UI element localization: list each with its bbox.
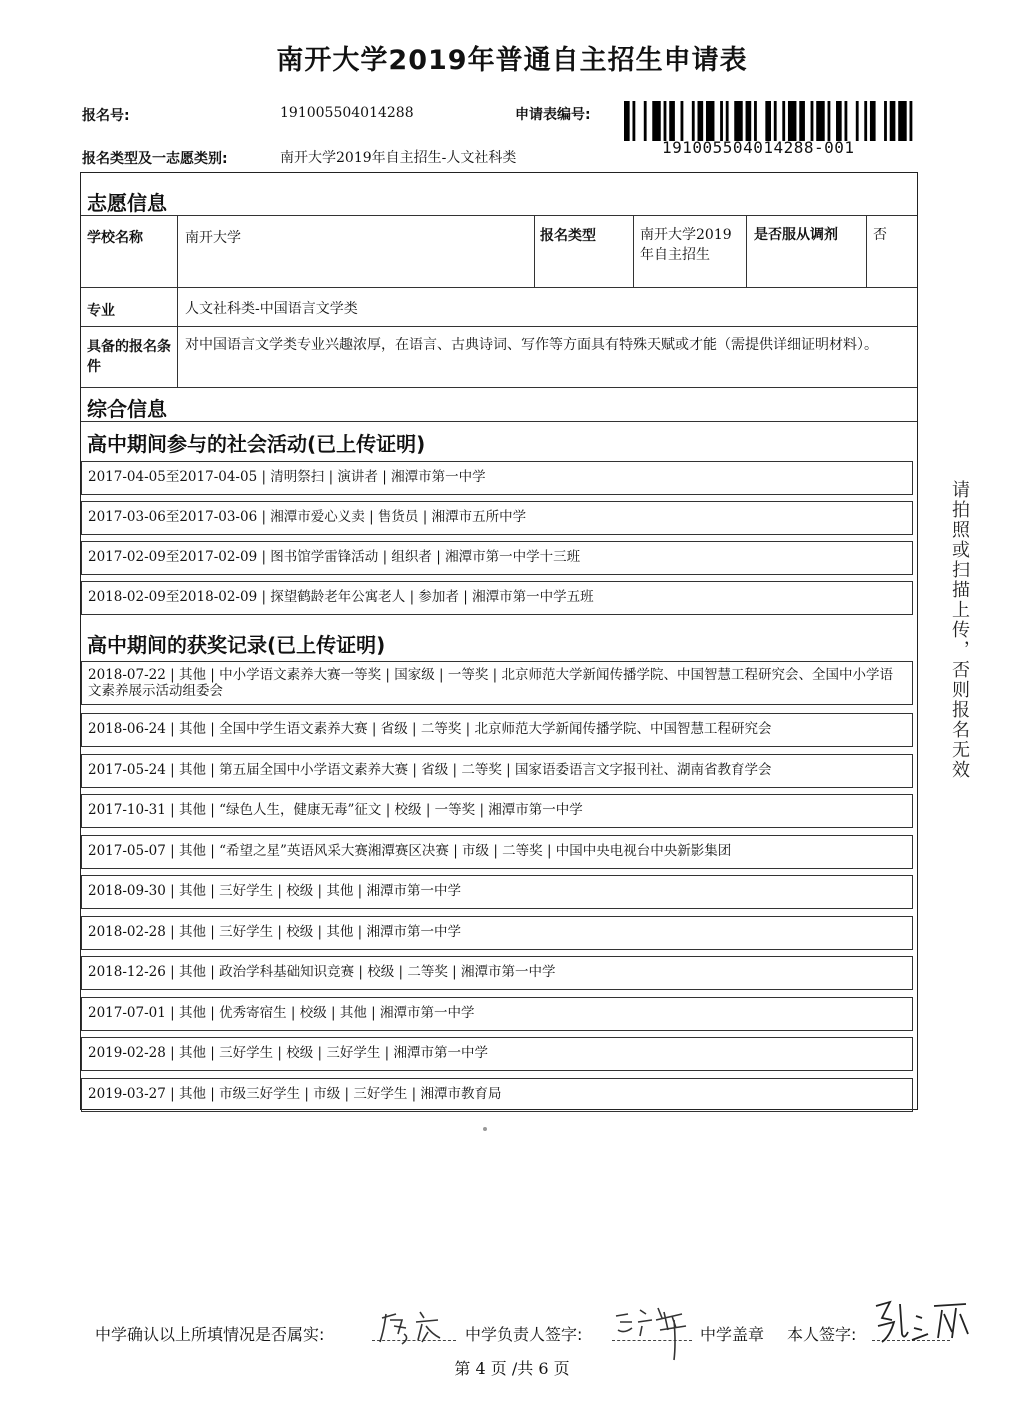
major-label: 专业: [87, 303, 115, 319]
stamp-label: 中学盖章: [700, 1325, 765, 1344]
page-number: 第 4 页 /共 6 页: [454, 1359, 570, 1378]
conditions-value: 对中国语言文学类专业兴趣浓厚，在语言、古典诗词、写作等方面具有特殊天赋或才能（需提供详细证明材料）。: [185, 337, 878, 353]
type-value: 南开大学2019年自主招生: [640, 227, 732, 263]
award-row: 2018-06-24 | 其他 | 全国中学生语文素养大赛 | 省级 | 二等奖 | 北京师范大学新闻传播学院、中国智慧工程研究会: [81, 713, 913, 747]
reg-no-value: 191005504014288: [280, 105, 414, 121]
applicant-signature: [872, 1298, 972, 1346]
adjust-value: 否: [873, 227, 887, 243]
form-no-value: 191005504014288-001: [662, 138, 855, 157]
major-value: 人文社科类-中国语言文学类: [185, 301, 358, 317]
reg-no-label: 报名号:: [82, 108, 130, 124]
activity-row: 2017-03-06至2017-03-06 | 湘潭市爱心义卖 | 售货员 | 湘潭市五所中学: [81, 501, 913, 535]
award-row: 2018-12-26 | 其他 | 政治学科基础知识竞赛 | 校级 | 二等奖 | 湘潭市第一中学: [81, 956, 913, 990]
award-row: 2018-09-30 | 其他 | 三好学生 | 校级 | 其他 | 湘潭市第一中学: [81, 875, 913, 909]
award-row: 2017-05-24 | 其他 | 第五届全国中小学语文素养大赛 | 省级 | 二等奖 | 国家语委语言文字报刊社、湖南省教育学会: [81, 754, 913, 788]
award-row: 2018-07-22 | 其他 | 中小学语文素养大赛一等奖 | 国家级 | 一等奖 | 北京师范大学新闻传播学院、中国智慧工程研究会、全国中小学语文素养展示活动组委会: [81, 661, 913, 705]
principal-signature: [612, 1300, 708, 1362]
form-no-label: 申请表编号:: [515, 107, 591, 123]
principal-label: 中学负责人签字:: [465, 1325, 583, 1344]
form-table: [80, 172, 918, 1110]
award-row: 2019-02-28 | 其他 | 三好学生 | 校级 | 三好学生 | 湘潭市第一中学: [81, 1037, 913, 1071]
form-title: 南开大学2019年普通自主招生申请表: [276, 45, 748, 76]
activity-row: 2018-02-09至2018-02-09 | 探望鹤龄老年公寓老人 | 参加者 | 湘潭市第一中学五班: [81, 581, 913, 615]
award-row: 2019-03-27 | 其他 | 市级三好学生 | 市级 | 三好学生 | 湘潭市教育局: [81, 1078, 913, 1112]
section-activities: 高中期间参与的社会活动(已上传证明): [87, 432, 426, 456]
adjust-label: 是否服从调剂: [754, 227, 838, 243]
section-volunteer: 志愿信息: [87, 191, 167, 215]
school-confirm-signature: [376, 1304, 456, 1346]
award-row: 2017-07-01 | 其他 | 优秀寄宿生 | 校级 | 其他 | 湘潭市第一中学: [81, 997, 913, 1031]
activity-row: 2017-04-05至2017-04-05 | 清明祭扫 | 演讲者 | 湘潭市第一中学: [81, 461, 913, 495]
award-row: 2017-10-31 | 其他 | “绿色人生，健康无毒”征文 | 校级 | 一等奖 | 湘潭市第一中学: [81, 794, 913, 828]
award-row: 2017-05-07 | 其他 | “希望之星”英语风采大赛湘潭赛区决赛 | 市级 | 二等奖 | 中国中央电视台中央新影集团: [81, 835, 913, 869]
section-awards: 高中期间的获奖记录(已上传证明): [87, 633, 386, 657]
self-signature-label: 本人签字:: [787, 1325, 857, 1344]
school-label: 学校名称: [87, 230, 143, 246]
barcode-image: [624, 101, 918, 141]
category-label: 报名类型及一志愿类别:: [82, 151, 228, 167]
type-label: 报名类型: [540, 228, 596, 244]
award-row: 2018-02-28 | 其他 | 三好学生 | 校级 | 其他 | 湘潭市第一中学: [81, 916, 913, 950]
school-value: 南开大学: [185, 230, 241, 246]
section-general: 综合信息: [87, 397, 167, 421]
scan-speck: [483, 1127, 487, 1131]
activity-row: 2017-02-09至2017-02-09 | 图书馆学雷锋活动 | 组织者 | 湘潭市第一中学十三班: [81, 541, 913, 575]
conditions-label: 具备的报名条件: [87, 339, 171, 375]
confirm-label: 中学确认以上所填情况是否属实:: [95, 1325, 325, 1344]
category-value: 南开大学2019年自主招生-人文社科类: [280, 150, 517, 166]
side-note: 请拍照或扫描上传，否则报名无效: [949, 480, 970, 780]
